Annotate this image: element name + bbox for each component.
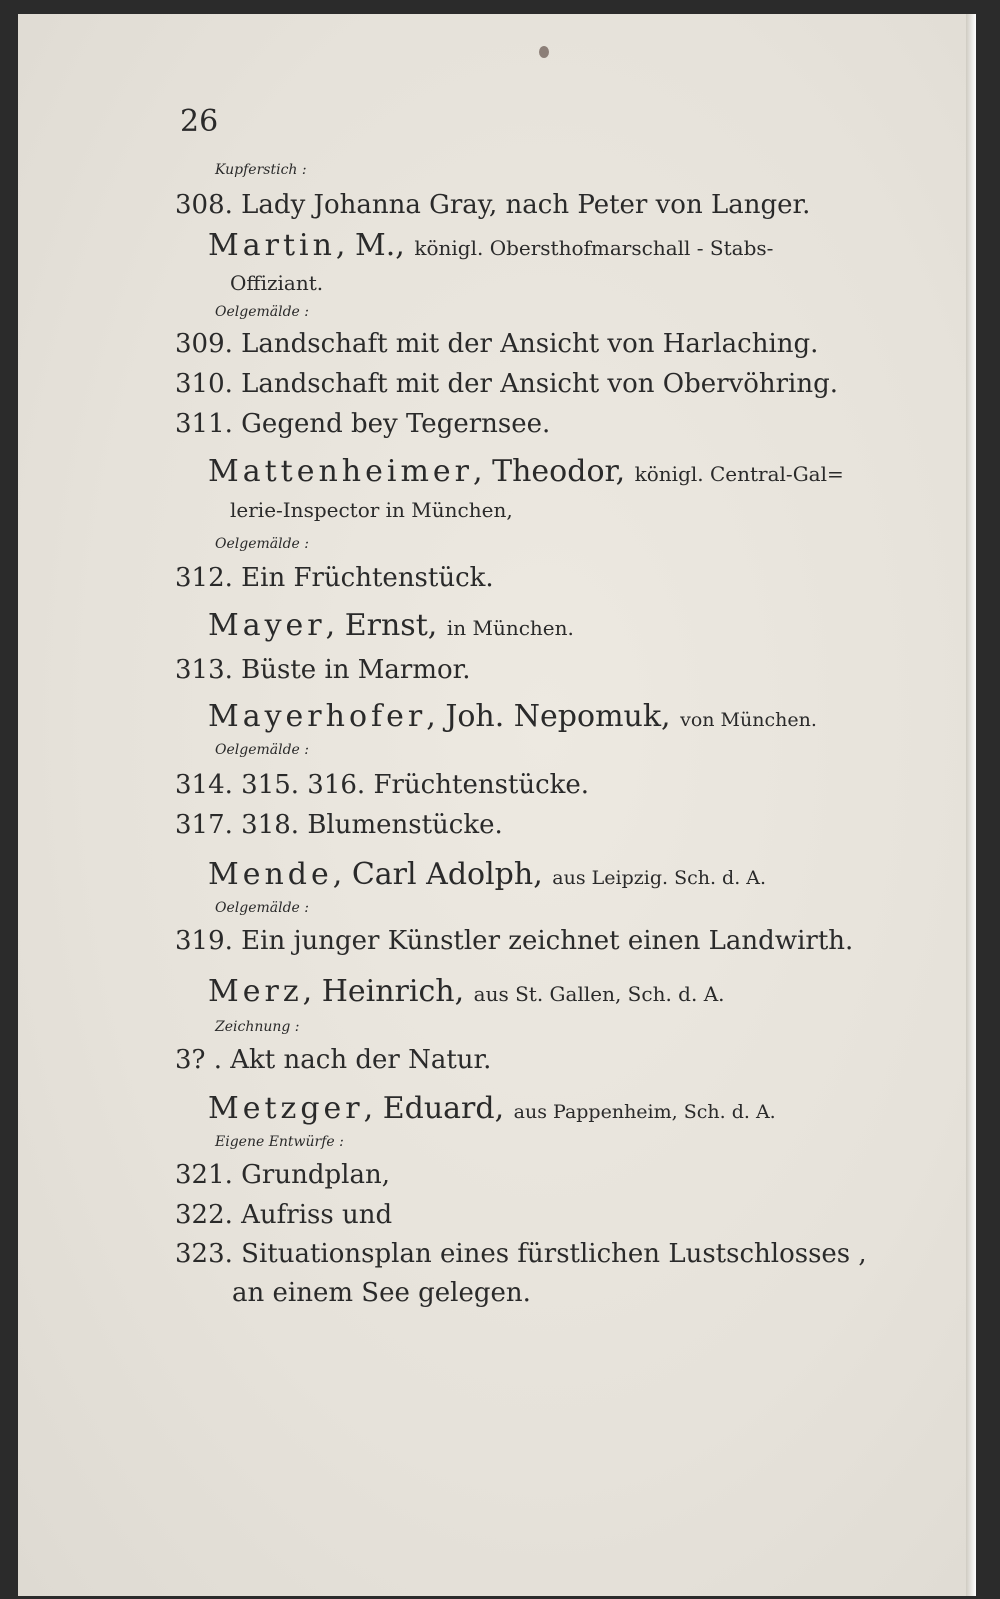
artist-description-continued: lerie-Inspector in München, xyxy=(230,498,513,522)
book-page xyxy=(18,14,976,1596)
artist-description: in München. xyxy=(446,616,574,640)
catalogue-entry xyxy=(175,1160,390,1190)
entry-number: 313. xyxy=(175,655,233,685)
entry-number: 311. xyxy=(175,409,233,439)
entry-title: Situationsplan eines fürstlichen Lustschlosses , xyxy=(241,1239,867,1269)
entry-title: Ein Früchtenstück. xyxy=(241,563,494,593)
ink-spot xyxy=(539,46,549,58)
entry-number: 323. xyxy=(175,1239,233,1269)
artist-surname: Mende xyxy=(208,857,333,892)
category-label: Eigene Entwürfe : xyxy=(215,1134,344,1150)
catalogue-entry xyxy=(175,810,503,840)
artist-description: königl. Central-Gal= xyxy=(634,462,844,486)
entry-title: . Akt nach der Natur. xyxy=(213,1045,492,1075)
category-label: Zeichnung : xyxy=(215,1019,300,1035)
page-gutter xyxy=(966,14,976,1596)
catalogue-entry xyxy=(175,655,470,685)
artist-surname: Martin xyxy=(208,228,336,263)
entry-title: Landschaft mit der Ansicht von Obervöhring. xyxy=(241,369,839,399)
entry-number: 309. xyxy=(175,329,233,359)
category-label: Kupferstich : xyxy=(215,162,307,178)
artist-given-name: Joh. Nepomuk xyxy=(445,699,662,734)
entry-number: 322. xyxy=(175,1200,233,1230)
entry-number: 317. 318. xyxy=(175,810,300,840)
catalogue-entry xyxy=(175,1239,867,1269)
catalogue-entry xyxy=(175,190,810,220)
artist-given-name: Theodor xyxy=(492,454,616,489)
artist-given-name: Carl Adolph xyxy=(351,857,534,892)
entry-number: 310. xyxy=(175,369,233,399)
entry-number: 319. xyxy=(175,926,233,956)
artist-heading: Mayer, Ernst, in München. xyxy=(208,608,574,643)
artist-given-name: Eduard xyxy=(382,1091,495,1126)
entry-title: Aufriss und xyxy=(241,1200,393,1230)
category-label: Oelgemälde : xyxy=(215,304,310,320)
entry-number: 312. xyxy=(175,563,233,593)
artist-description: von München. xyxy=(680,709,817,731)
artist-description-continued: Offiziant. xyxy=(230,271,324,295)
artist-surname: Mayer xyxy=(208,608,326,643)
catalogue-entry xyxy=(175,1045,491,1075)
artist-heading: Mende, Carl Adolph, aus Leipzig. Sch. d. A. xyxy=(208,857,767,892)
artist-heading: Metzger, Eduard, aus Pappenheim, Sch. d. A. xyxy=(208,1091,776,1126)
entry-number: 314. 315. 316. xyxy=(175,770,366,800)
catalogue-entry xyxy=(175,926,853,956)
artist-description: aus Leipzig. Sch. d. A. xyxy=(552,867,767,889)
entry-title: Blumenstücke. xyxy=(307,810,503,840)
catalogue-entry xyxy=(175,329,818,359)
entry-number: 308. xyxy=(175,190,233,220)
artist-description: königl. Obersthofmarschall - Stabs- xyxy=(414,236,774,260)
entry-title: Landschaft mit der Ansicht von Harlaching. xyxy=(241,329,819,359)
artist-heading: Mattenheimer, Theodor, königl. Central-Gal= xyxy=(208,454,844,489)
artist-given-name: M. xyxy=(355,228,396,263)
catalogue-entry xyxy=(175,409,550,439)
category-label: Oelgemälde : xyxy=(215,536,310,552)
artist-surname: Metzger xyxy=(208,1091,364,1126)
entry-title: Büste in Marmor. xyxy=(241,655,471,685)
artist-heading: Merz, Heinrich, aus St. Gallen, Sch. d. A. xyxy=(208,974,725,1009)
artist-heading: Mayerhofer, Joh. Nepomuk, von München. xyxy=(208,699,817,734)
artist-description: aus St. Gallen, Sch. d. A. xyxy=(473,982,725,1006)
artist-description: aus Pappenheim, Sch. d. A. xyxy=(513,1101,776,1123)
artist-given-name: Heinrich xyxy=(321,974,455,1009)
entry-title: Gegend bey Tegernsee. xyxy=(241,409,551,439)
artist-surname: Mayerhofer xyxy=(208,699,427,734)
catalogue-entry xyxy=(175,770,589,800)
catalogue-entry xyxy=(175,1200,392,1230)
catalogue-entry xyxy=(175,369,838,399)
artist-given-name: Ernst xyxy=(344,608,428,643)
category-label: Oelgemälde : xyxy=(215,900,310,916)
artist-surname: Mattenheimer xyxy=(208,454,474,489)
entry-title: Früchtenstücke. xyxy=(373,770,590,800)
entry-title-continued: an einem See gelegen. xyxy=(232,1278,531,1308)
entry-title: Lady Johanna Gray, nach Peter von Langer. xyxy=(241,190,811,220)
artist-surname: Merz xyxy=(208,974,303,1009)
page-number: 26 xyxy=(180,104,219,139)
artist-heading: Martin, M., königl. Obersthofmarschall - Stabs- xyxy=(208,228,774,263)
catalogue-entry xyxy=(175,563,494,593)
entry-title: Ein junger Künstler zeichnet einen Landwirth. xyxy=(241,926,854,956)
category-label: Oelgemälde : xyxy=(215,742,310,758)
entry-number: 3? xyxy=(175,1045,206,1075)
entry-title: Grundplan, xyxy=(241,1160,390,1190)
entry-number: 321. xyxy=(175,1160,233,1190)
